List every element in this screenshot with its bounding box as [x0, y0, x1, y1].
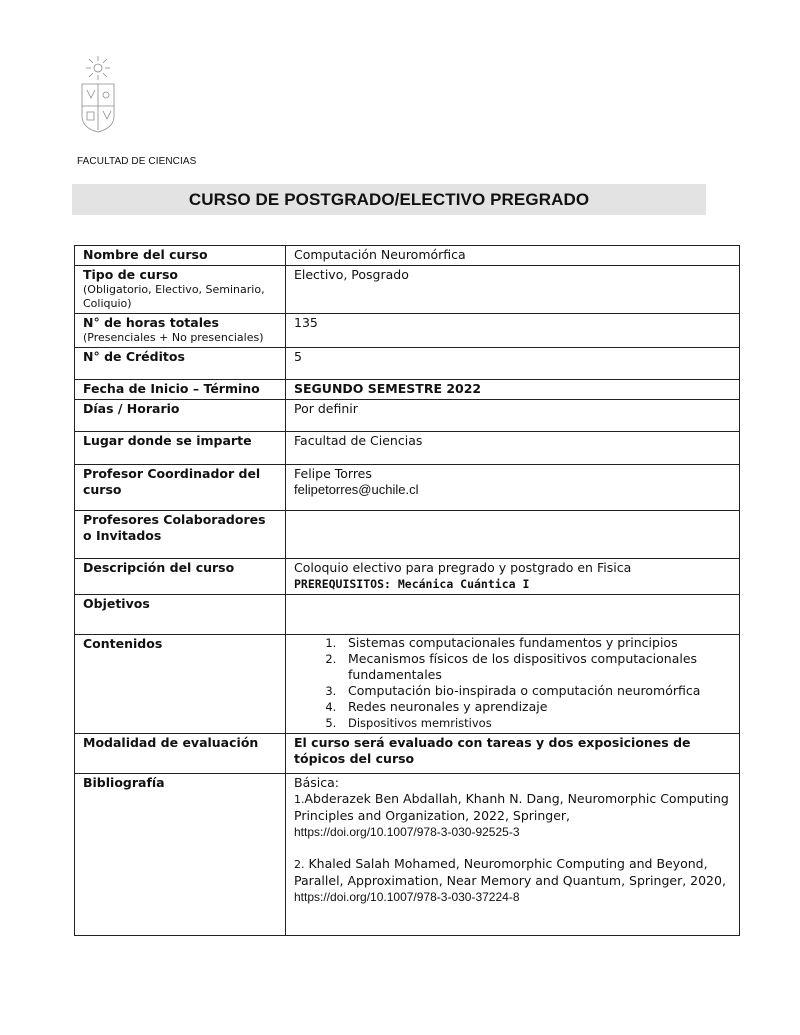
faculty-name: FACULTAD DE CIENCIAS [77, 156, 197, 167]
reference-doi-link[interactable]: https://doi.org/10.1007/978-3-030-92525-3 [294, 825, 520, 839]
row-label: Contenidos [75, 635, 286, 734]
dates-value: SEGUNDO SEMESTRE 2022 [286, 380, 740, 400]
contents-value [286, 635, 740, 734]
course-info-table [74, 245, 740, 936]
prerequisites-text: PREREQUISITOS: Mecánica Cuántica I [294, 577, 530, 591]
reference-text: Abderazek Ben Abdallah, Khanh N. Dang, Neuromorphic Computing Principles and Organization, 2022, Springer, [294, 791, 729, 823]
bibliography-intro: Básica: [294, 775, 339, 790]
row-sublabel: (Obligatorio, Electivo, Seminario, Coliquio) [83, 283, 265, 310]
table-row [75, 246, 740, 266]
row-label-text: N° de horas totales [83, 315, 219, 330]
coordinator-name: Felipe Torres [294, 466, 372, 481]
coordinator-email: felipetorres@uchile.cl [294, 482, 419, 497]
table-row [75, 380, 740, 400]
row-label: Profesor Coordinador del curso [75, 465, 286, 511]
credits-value: 5 [286, 348, 740, 380]
contents-list [294, 635, 731, 731]
row-sublabel: (Presenciales + No presenciales) [83, 331, 264, 344]
table-row [75, 635, 740, 734]
row-label-text: Tipo de curso [83, 267, 178, 282]
row-label [75, 266, 286, 314]
table-row [75, 774, 740, 936]
row-label: Descripción del curso [75, 559, 286, 595]
list-item: 3. Computación bio-inspirada o computación neuromórfica [340, 683, 731, 699]
row-label: Nombre del curso [75, 246, 286, 266]
reference-number: 1. [294, 793, 305, 806]
reference-doi-link[interactable]: https://doi.org/10.1007/978-3-030-37224-8 [294, 890, 520, 904]
course-name-value: Computación Neuromórfica [286, 246, 740, 266]
evaluation-value: El curso será evaluado con tareas y dos exposiciones de tópicos del curso [286, 734, 740, 774]
reference-number: 2. [294, 858, 305, 871]
table-row [75, 465, 740, 511]
page-title: CURSO DE POSTGRADO/ELECTIVO PREGRADO [188, 189, 590, 209]
total-hours-value: 135 [286, 314, 740, 348]
description-value [286, 559, 740, 595]
list-item: 1. Sistemas computacionales fundamentos y principios [340, 635, 731, 651]
row-label [75, 314, 286, 348]
row-label: Profesores Colaboradores o Invitados [75, 511, 286, 559]
row-label: Lugar donde se imparte [75, 432, 286, 465]
table-row [75, 266, 740, 314]
table-row [75, 734, 740, 774]
row-label: N° de Créditos [75, 348, 286, 380]
course-type-value: Electivo, Posgrado [286, 266, 740, 314]
table-row [75, 511, 740, 559]
coordinator-value [286, 465, 740, 511]
reference-text: Khaled Salah Mohamed, Neuromorphic Computing and Beyond, Parallel, Approximation, Near Memory and Quantum, Springer, 2020, [294, 856, 726, 888]
reference-item [294, 791, 731, 840]
list-item: 2. Mecanismos físicos de los dispositivos computacionales fundamentales [340, 651, 731, 683]
list-item: 5. Dispositivos memristivos [340, 715, 731, 731]
university-seal-logo [78, 54, 118, 134]
description-text: Coloquio electivo para pregrado y postgrado en Fisica [294, 560, 632, 575]
table-row [75, 559, 740, 595]
table-row [75, 348, 740, 380]
row-label: Días / Horario [75, 400, 286, 432]
reference-item [294, 856, 731, 905]
row-label: Fecha de Inicio – Término [75, 380, 286, 400]
location-value: Facultad de Ciencias [286, 432, 740, 465]
table-row [75, 400, 740, 432]
table-row [75, 314, 740, 348]
list-item: 4. Redes neuronales y aprendizaje [340, 699, 731, 715]
bibliography-value [286, 774, 740, 936]
title-banner [72, 184, 706, 215]
table-row [75, 595, 740, 635]
objectives-value [286, 595, 740, 635]
table-row [75, 432, 740, 465]
spacer [294, 840, 731, 856]
collaborators-value [286, 511, 740, 559]
row-label: Objetivos [75, 595, 286, 635]
row-label: Modalidad de evaluación [75, 734, 286, 774]
row-label: Bibliografía [75, 774, 286, 936]
schedule-value: Por definir [286, 400, 740, 432]
